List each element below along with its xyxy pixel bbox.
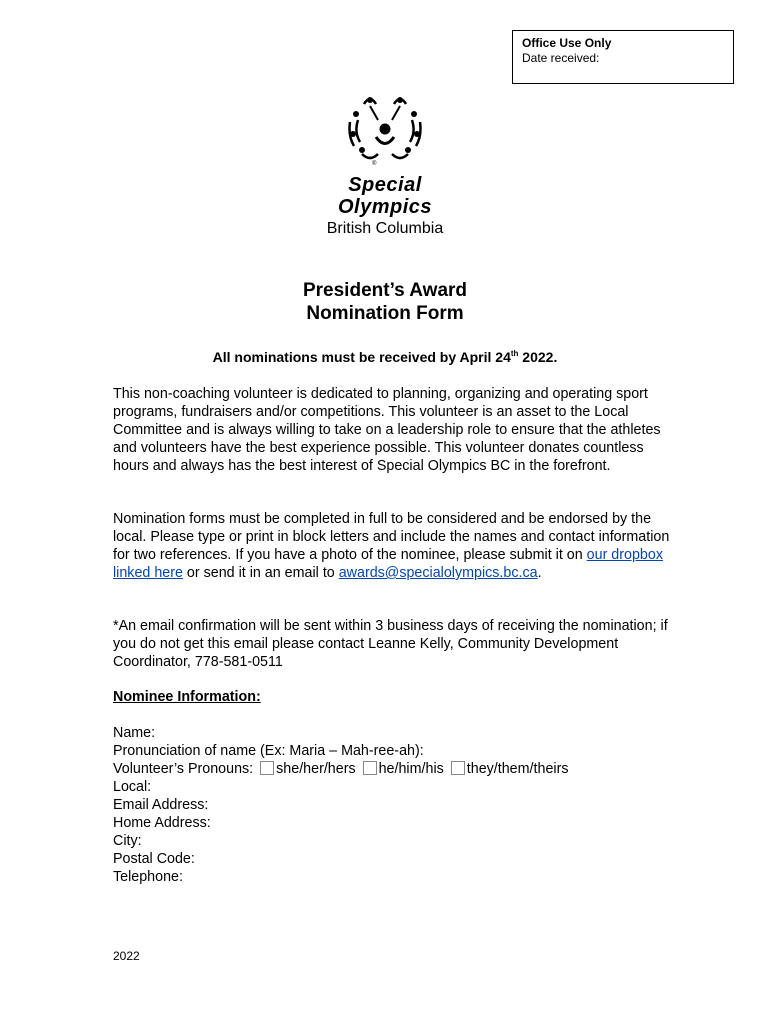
deadline-year: 2022. <box>518 349 558 365</box>
instructions-text: Nomination forms must be completed in full to be considered and be endorsed by the local. Please type or print in block letters and include the names and contact information for two references. If you have a photo of the nominee, please submit it on <box>113 511 670 563</box>
office-use-box <box>512 30 734 84</box>
date-received-label: Date received: <box>522 51 600 65</box>
nominee-info-heading: Nominee Information: <box>113 689 261 705</box>
deadline-superscript: th <box>510 349 519 358</box>
logo-word-olympics: Olympics <box>337 196 433 218</box>
pronouns-row <box>113 760 568 778</box>
office-use-title: Office Use Only <box>522 36 612 50</box>
page-title-line-1: President’s Award <box>302 280 468 301</box>
nominee-fields <box>113 724 568 886</box>
telephone-field-label: Telephone: <box>113 869 183 885</box>
pronouns-label: Volunteer’s Pronouns: <box>113 761 254 777</box>
svg-text:®: ® <box>372 161 377 167</box>
home-address-field-label: Home Address: <box>113 815 211 831</box>
instructions-paragraph <box>113 510 673 582</box>
email-field-label: Email Address: <box>113 797 209 813</box>
they-them-checkbox[interactable] <box>451 761 465 775</box>
athletes-emblem-icon <box>318 92 452 174</box>
confirmation-paragraph: *An email confirmation will be sent within 3 business days of receiving the nomination; if you do not get this email please contact Leanne Kelly, Community Development Coordinator, 778-581-0511 <box>113 618 668 670</box>
he-him-option-label: he/him/his <box>378 761 444 777</box>
he-him-checkbox[interactable] <box>363 761 377 775</box>
they-them-option-label: they/them/theirs <box>466 761 569 777</box>
pronunciation-field-label: Pronunciation of name (Ex: Maria – Mah-ree-ah): <box>113 743 424 759</box>
description-paragraph: This non-coaching volunteer is dedicated to planning, organizing and operating sport programs, fundraisers and/or competitions. This volunteer is an asset to the Local Committee and is always willing to take on a leadership role to ensure that the athletes and volunteers have the best experience possible. This volunteer donates countless hours and always has the best interest of Special Olympics BC in the forefront. <box>113 386 661 474</box>
deadline-text: All nominations must be received by April 24 <box>212 349 511 365</box>
instructions-text-2: or send it in an email to <box>182 565 339 581</box>
footer-year: 2022 <box>113 949 140 963</box>
she-her-checkbox[interactable] <box>260 761 274 775</box>
deadline-notice <box>0 348 770 366</box>
special-olympics-logo <box>318 92 452 242</box>
page-title-line-2: Nomination Form <box>306 303 464 324</box>
awards-email-link[interactable]: awards@specialolympics.bc.ca <box>338 565 538 581</box>
city-field-label: City: <box>113 833 142 849</box>
she-her-option-label: she/her/hers <box>276 761 356 777</box>
postal-code-field-label: Postal Code: <box>113 851 195 867</box>
instructions-period: . <box>537 565 542 581</box>
dropbox-link[interactable]: our dropbox linked here <box>113 547 663 581</box>
name-field-label: Name: <box>113 725 156 741</box>
local-field-label: Local: <box>113 779 152 795</box>
logo-word-special: Special <box>348 174 422 196</box>
logo-word-region: British Columbia <box>326 220 444 237</box>
